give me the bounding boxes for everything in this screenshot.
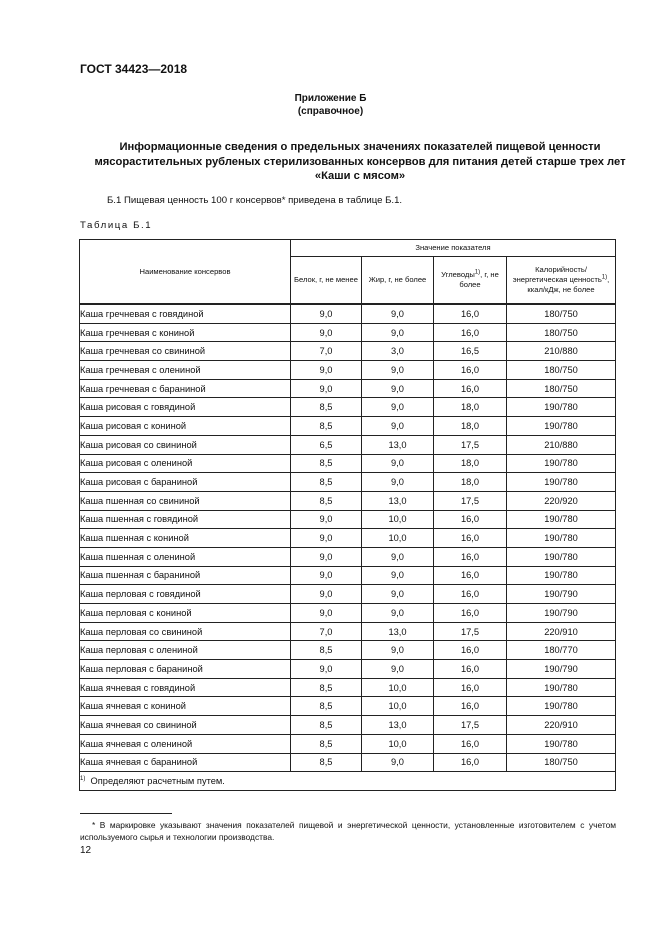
table-row xyxy=(80,435,616,454)
annex-header xyxy=(0,92,661,118)
energy-cell: 180/750 xyxy=(507,323,616,342)
product-name-cell: Каша гречневая с бараниной xyxy=(80,379,291,398)
protein-cell: 6,5 xyxy=(291,435,362,454)
energy-cell: 180/770 xyxy=(507,641,616,660)
carbs-cell: 18,0 xyxy=(434,454,507,473)
page-footnote: * В маркировке указывают значения показателей пищевой и энергетической ценности, установленные изготовителем с учетом используемого сырья и технологии производства. xyxy=(80,820,616,842)
energy-cell: 190/780 xyxy=(507,566,616,585)
carbs-cell: 16,0 xyxy=(434,604,507,623)
table-row xyxy=(80,323,616,342)
fat-cell: 9,0 xyxy=(362,361,434,380)
table-row xyxy=(80,716,616,735)
table-row xyxy=(80,585,616,604)
fat-cell: 10,0 xyxy=(362,734,434,753)
carbs-cell: 16,0 xyxy=(434,361,507,380)
product-name-cell: Каша рисовая с говядиной xyxy=(80,398,291,417)
carbs-cell: 16,0 xyxy=(434,753,507,772)
header-energy xyxy=(507,257,616,305)
energy-cell: 220/920 xyxy=(507,491,616,510)
carbs-cell: 16,0 xyxy=(434,547,507,566)
energy-cell: 180/750 xyxy=(507,304,616,323)
header-indicator-group: Значение показателя xyxy=(291,240,616,257)
carbs-cell: 17,5 xyxy=(434,435,507,454)
annex-type: (справочное) xyxy=(297,106,364,117)
heading-line-3: «Каши с мясом» xyxy=(314,170,406,182)
header-energy-footnote-ref: 1) xyxy=(601,274,608,281)
table-row xyxy=(80,361,616,380)
fat-cell: 9,0 xyxy=(362,566,434,585)
table-footnote-marker: 1) xyxy=(80,775,86,782)
product-name-cell: Каша перловая с бараниной xyxy=(80,660,291,679)
protein-cell: 9,0 xyxy=(291,660,362,679)
header-product-name: Наименование консервов xyxy=(80,240,291,305)
energy-cell: 190/780 xyxy=(507,510,616,529)
section-heading xyxy=(70,140,650,184)
carbs-cell: 18,0 xyxy=(434,417,507,436)
fat-cell: 10,0 xyxy=(362,678,434,697)
table-row xyxy=(80,510,616,529)
fat-cell: 9,0 xyxy=(362,323,434,342)
product-name-cell: Каша пшенная с кониной xyxy=(80,529,291,548)
header-fat: Жир, г, не более xyxy=(362,257,434,305)
energy-cell: 190/780 xyxy=(507,454,616,473)
fat-cell: 9,0 xyxy=(362,604,434,623)
protein-cell: 9,0 xyxy=(291,566,362,585)
fat-cell: 13,0 xyxy=(362,622,434,641)
fat-cell: 9,0 xyxy=(362,753,434,772)
fat-cell: 13,0 xyxy=(362,435,434,454)
table-row xyxy=(80,697,616,716)
table-row xyxy=(80,678,616,697)
table-row xyxy=(80,473,616,492)
header-carbs-text: Углеводы xyxy=(441,270,475,279)
product-name-cell: Каша ячневая с олениной xyxy=(80,734,291,753)
carbs-cell: 17,5 xyxy=(434,491,507,510)
intro-paragraph: Б.1 Пищевая ценность 100 г консервов* приведена в таблице Б.1. xyxy=(107,195,403,206)
fat-cell: 10,0 xyxy=(362,529,434,548)
table-row xyxy=(80,547,616,566)
protein-cell: 8,5 xyxy=(291,734,362,753)
table-caption: Таблица Б.1 xyxy=(80,220,153,231)
product-name-cell: Каша гречневая с олениной xyxy=(80,361,291,380)
product-name-cell: Каша перловая с кониной xyxy=(80,604,291,623)
protein-cell: 9,0 xyxy=(291,304,362,323)
product-name-cell: Каша перловая со свининой xyxy=(80,622,291,641)
table-body xyxy=(80,304,616,772)
standard-code: ГОСТ 34423—2018 xyxy=(80,62,188,76)
header-carbs-footnote-ref: 1) xyxy=(474,269,481,276)
carbs-cell: 16,0 xyxy=(434,323,507,342)
protein-cell: 8,5 xyxy=(291,473,362,492)
energy-cell: 190/790 xyxy=(507,585,616,604)
protein-cell: 9,0 xyxy=(291,585,362,604)
page-number: 12 xyxy=(80,845,92,856)
fat-cell: 13,0 xyxy=(362,491,434,510)
energy-cell: 190/780 xyxy=(507,547,616,566)
table-row xyxy=(80,398,616,417)
product-name-cell: Каша гречневая с кониной xyxy=(80,323,291,342)
carbs-cell: 16,0 xyxy=(434,678,507,697)
carbs-cell: 16,0 xyxy=(434,379,507,398)
table-row xyxy=(80,417,616,436)
energy-cell: 190/780 xyxy=(507,398,616,417)
carbs-cell: 16,5 xyxy=(434,342,507,361)
carbs-cell: 17,5 xyxy=(434,622,507,641)
nutrition-table xyxy=(79,239,616,791)
energy-cell: 190/780 xyxy=(507,678,616,697)
product-name-cell: Каша рисовая с олениной xyxy=(80,454,291,473)
product-name-cell: Каша гречневая со свининой xyxy=(80,342,291,361)
energy-cell: 190/780 xyxy=(507,417,616,436)
fat-cell: 9,0 xyxy=(362,547,434,566)
protein-cell: 9,0 xyxy=(291,529,362,548)
product-name-cell: Каша рисовая с кониной xyxy=(80,417,291,436)
product-name-cell: Каша перловая с олениной xyxy=(80,641,291,660)
product-name-cell: Каша пшенная с говядиной xyxy=(80,510,291,529)
fat-cell: 9,0 xyxy=(362,473,434,492)
table-row xyxy=(80,491,616,510)
protein-cell: 8,5 xyxy=(291,716,362,735)
energy-cell: 190/780 xyxy=(507,734,616,753)
energy-cell: 210/880 xyxy=(507,342,616,361)
fat-cell: 9,0 xyxy=(362,660,434,679)
protein-cell: 8,5 xyxy=(291,417,362,436)
product-name-cell: Каша ячневая с бараниной xyxy=(80,753,291,772)
carbs-cell: 18,0 xyxy=(434,398,507,417)
product-name-cell: Каша рисовая со свининой xyxy=(80,435,291,454)
protein-cell: 8,5 xyxy=(291,753,362,772)
header-energy-unit: , ккал/кДж, не более xyxy=(527,275,610,294)
protein-cell: 9,0 xyxy=(291,604,362,623)
fat-cell: 13,0 xyxy=(362,716,434,735)
fat-cell: 9,0 xyxy=(362,417,434,436)
header-carbs xyxy=(434,257,507,305)
carbs-cell: 16,0 xyxy=(434,660,507,679)
header-carbs-unit: , г, не более xyxy=(459,270,499,289)
carbs-cell: 16,0 xyxy=(434,585,507,604)
product-name-cell: Каша ячневая с кониной xyxy=(80,697,291,716)
carbs-cell: 16,0 xyxy=(434,510,507,529)
energy-cell: 180/750 xyxy=(507,361,616,380)
annex-title: Приложение Б xyxy=(294,93,367,104)
fat-cell: 9,0 xyxy=(362,454,434,473)
fat-cell: 10,0 xyxy=(362,510,434,529)
protein-cell: 8,5 xyxy=(291,454,362,473)
table-footnote-text: Определяют расчетным путем. xyxy=(90,776,225,787)
energy-cell: 190/780 xyxy=(507,473,616,492)
heading-line-2: мясорастительных рубленых стерилизованных консервов для питания детей старше трех лет xyxy=(94,155,626,168)
protein-cell: 8,5 xyxy=(291,697,362,716)
table-row xyxy=(80,379,616,398)
protein-cell: 9,0 xyxy=(291,510,362,529)
heading-line-1: Информационные сведения о предельных значениях показателей пищевой ценности xyxy=(119,141,601,153)
product-name-cell: Каша ячневая с говядиной xyxy=(80,678,291,697)
fat-cell: 9,0 xyxy=(362,304,434,323)
table-row xyxy=(80,734,616,753)
table-row xyxy=(80,304,616,323)
table-row xyxy=(80,622,616,641)
product-name-cell: Каша гречневая с говядиной xyxy=(80,304,291,323)
table-row xyxy=(80,454,616,473)
energy-cell: 190/790 xyxy=(507,660,616,679)
protein-cell: 7,0 xyxy=(291,342,362,361)
carbs-cell: 16,0 xyxy=(434,304,507,323)
carbs-cell: 17,5 xyxy=(434,716,507,735)
carbs-cell: 16,0 xyxy=(434,697,507,716)
header-energy-text: Калорийность/ энергетическая ценность xyxy=(512,265,602,284)
table-row xyxy=(80,753,616,772)
protein-cell: 9,0 xyxy=(291,361,362,380)
fat-cell: 9,0 xyxy=(362,641,434,660)
carbs-cell: 18,0 xyxy=(434,473,507,492)
fat-cell: 3,0 xyxy=(362,342,434,361)
energy-cell: 220/910 xyxy=(507,622,616,641)
product-name-cell: Каша рисовая с бараниной xyxy=(80,473,291,492)
product-name-cell: Каша ячневая со свининой xyxy=(80,716,291,735)
carbs-cell: 16,0 xyxy=(434,734,507,753)
table-row xyxy=(80,604,616,623)
carbs-cell: 16,0 xyxy=(434,641,507,660)
carbs-cell: 16,0 xyxy=(434,566,507,585)
protein-cell: 8,5 xyxy=(291,641,362,660)
protein-cell: 9,0 xyxy=(291,323,362,342)
protein-cell: 8,5 xyxy=(291,678,362,697)
energy-cell: 180/750 xyxy=(507,753,616,772)
energy-cell: 190/780 xyxy=(507,529,616,548)
energy-cell: 190/780 xyxy=(507,697,616,716)
table-row xyxy=(80,641,616,660)
fat-cell: 9,0 xyxy=(362,398,434,417)
footnote-separator xyxy=(80,813,172,814)
table-row xyxy=(80,566,616,585)
table-row xyxy=(80,660,616,679)
protein-cell: 9,0 xyxy=(291,547,362,566)
table-footnote xyxy=(80,772,616,791)
energy-cell: 220/910 xyxy=(507,716,616,735)
protein-cell: 8,5 xyxy=(291,491,362,510)
energy-cell: 180/750 xyxy=(507,379,616,398)
protein-cell: 7,0 xyxy=(291,622,362,641)
fat-cell: 9,0 xyxy=(362,379,434,398)
protein-cell: 9,0 xyxy=(291,379,362,398)
product-name-cell: Каша пшенная со свининой xyxy=(80,491,291,510)
header-protein: Белок, г, не менее xyxy=(291,257,362,305)
energy-cell: 210/880 xyxy=(507,435,616,454)
protein-cell: 8,5 xyxy=(291,398,362,417)
product-name-cell: Каша пшенная с олениной xyxy=(80,547,291,566)
carbs-cell: 16,0 xyxy=(434,529,507,548)
energy-cell: 190/790 xyxy=(507,604,616,623)
fat-cell: 10,0 xyxy=(362,697,434,716)
product-name-cell: Каша пшенная с бараниной xyxy=(80,566,291,585)
table-row xyxy=(80,529,616,548)
product-name-cell: Каша перловая с говядиной xyxy=(80,585,291,604)
table-row xyxy=(80,342,616,361)
fat-cell: 9,0 xyxy=(362,585,434,604)
